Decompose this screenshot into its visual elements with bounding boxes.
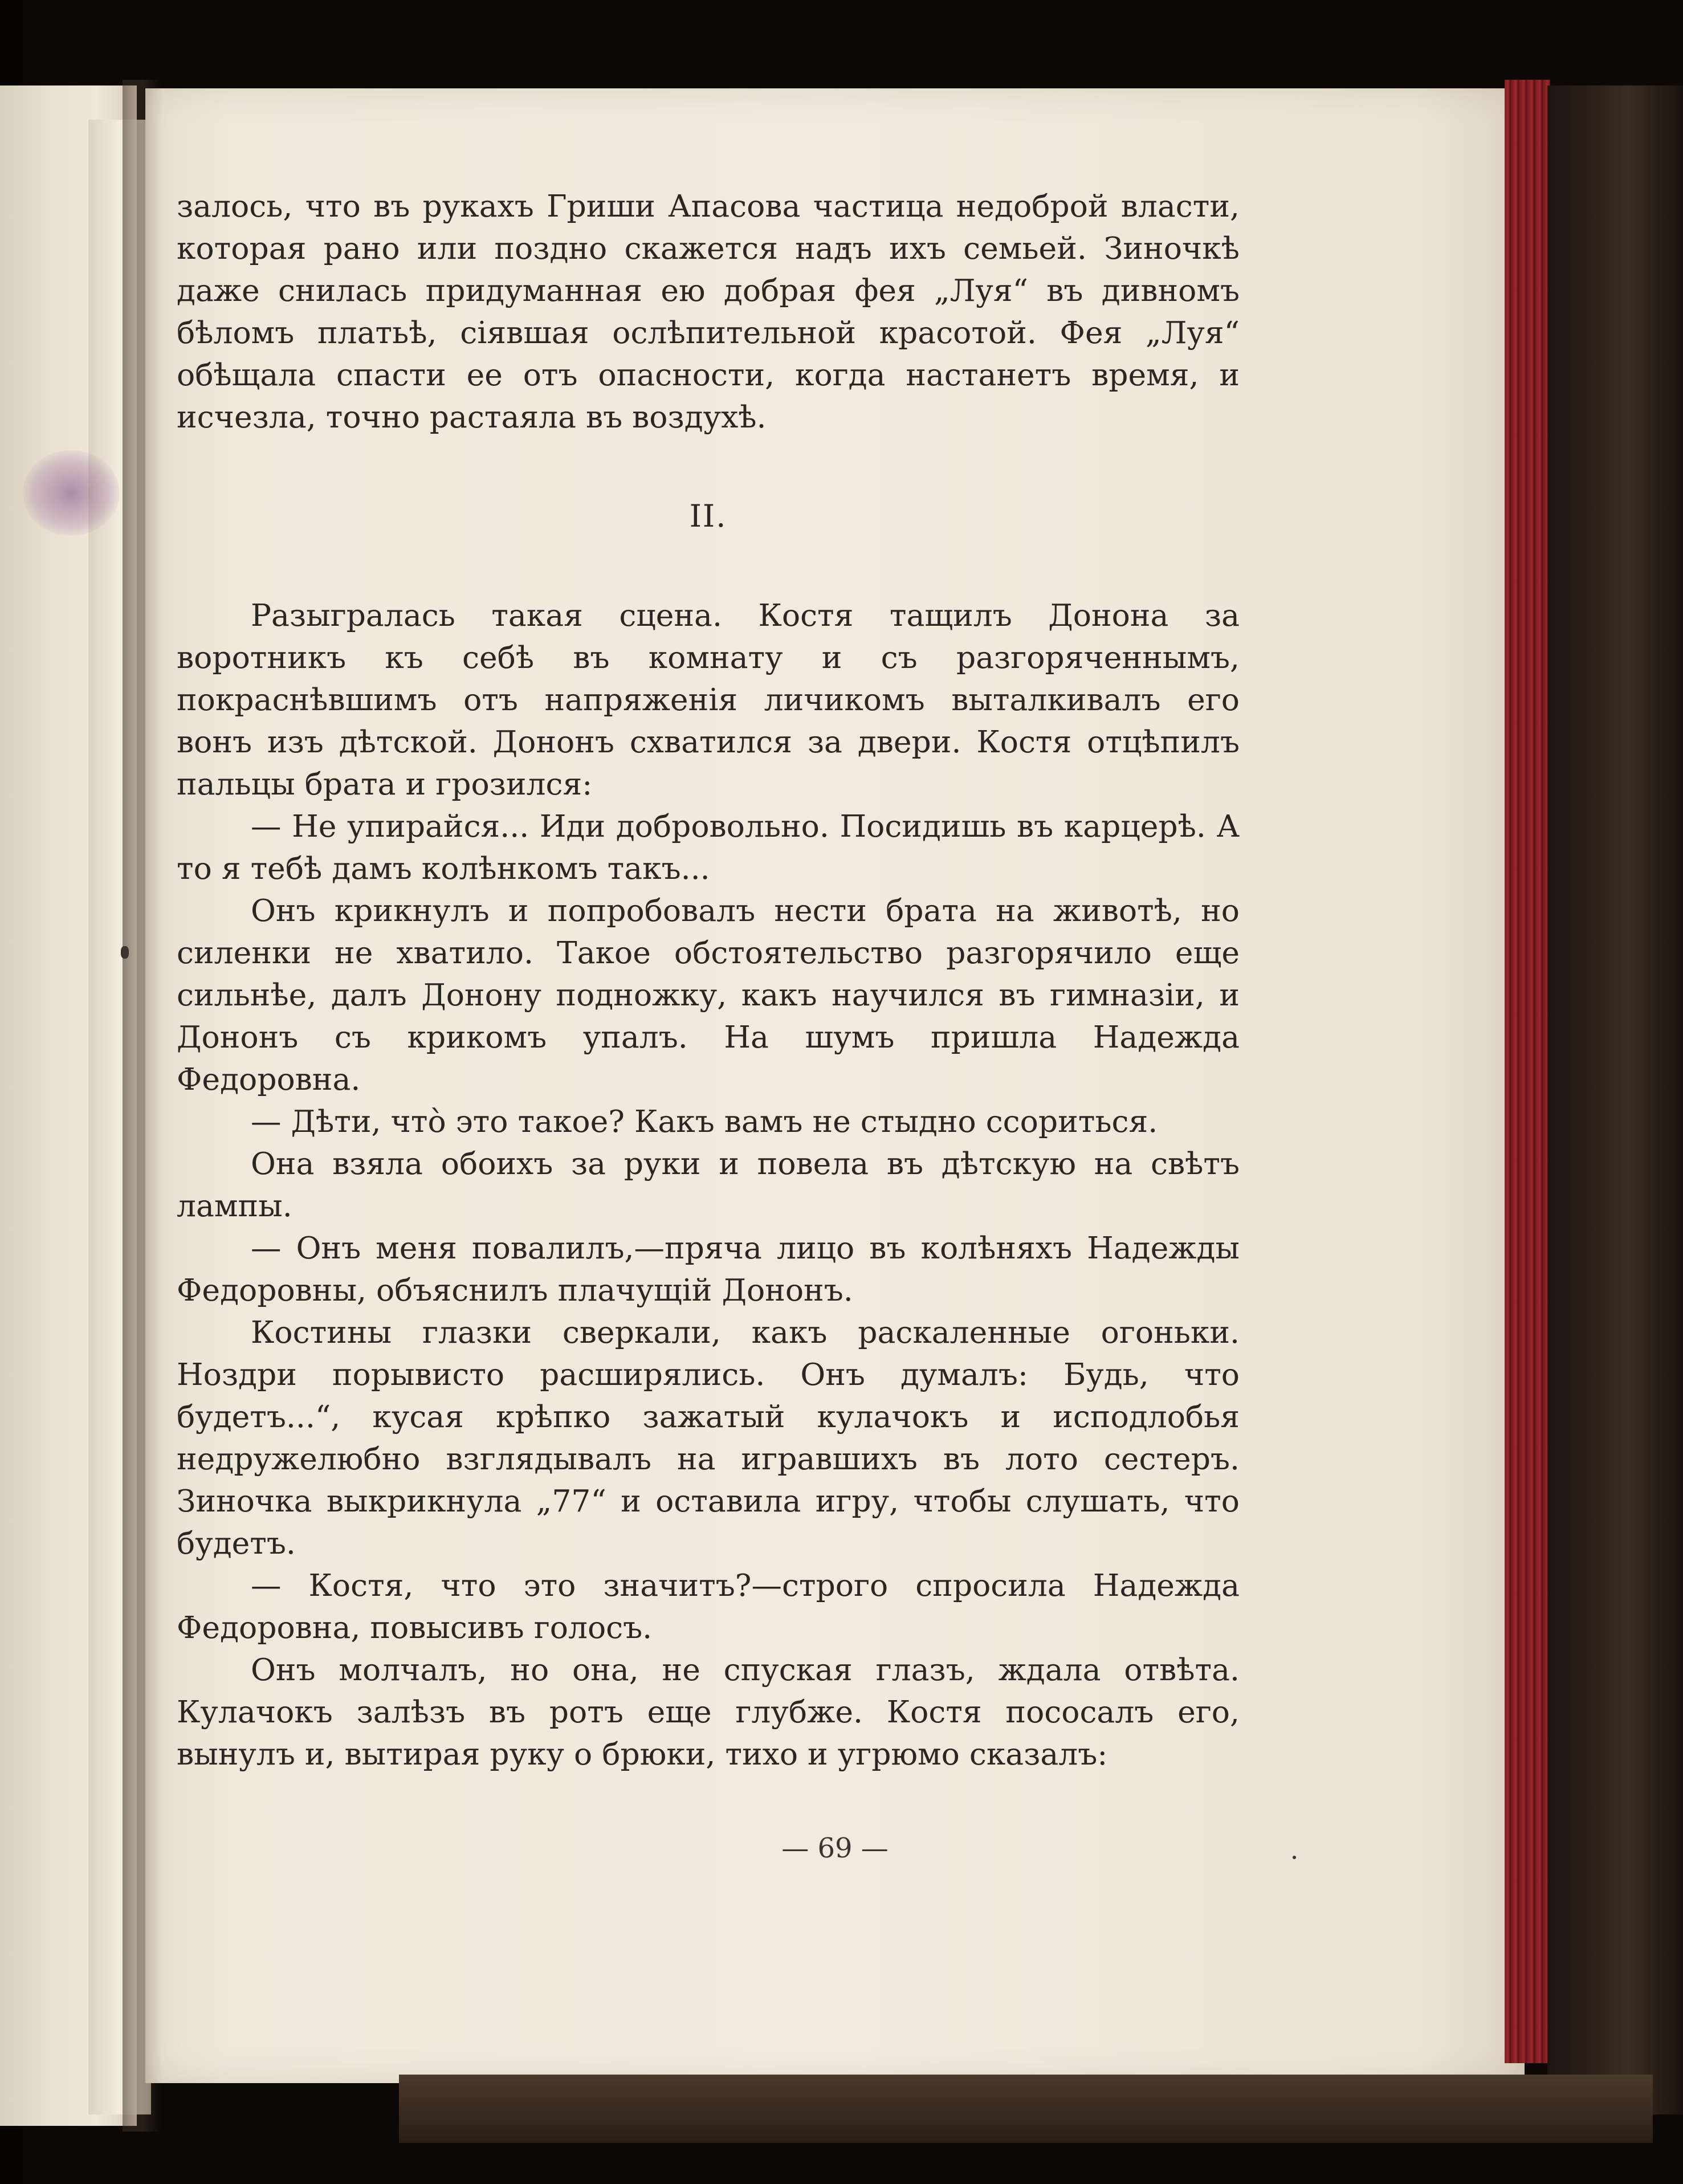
paragraph: Онъ молчалъ, но она, не спуская глазъ, ждала отвѣта. Кулачокъ залѣзъ въ ротъ еще глубже. Костя пососалъ его, вынулъ и, вытирая руку о брюки, тихо и угрюмо сказалъ:	[177, 1652, 1240, 1772]
paragraph: Онъ крикнулъ и попробовалъ нести брата на животѣ, но силенки не хватило. Такое обстоятельство разгорячило еще сильнѣе, далъ Донону подножку, какъ научился въ гимназіи, и Дононъ съ крикомъ упалъ. На шумъ пришла Надежда Федоровна.	[177, 893, 1240, 1097]
ink-stain	[23, 450, 120, 536]
gutter-shadow	[123, 80, 162, 2132]
page-text	[177, 185, 1240, 1775]
book-cover-bottom	[399, 2075, 1653, 2143]
paragraph: — Онъ меня повалилъ,—пряча лицо въ колѣняхъ Надежды Федоровны, объяснилъ плачущій Дононъ.	[177, 1230, 1240, 1308]
section-heading: II.	[689, 498, 727, 534]
book-cover-right	[1547, 85, 1683, 2114]
paragraph: залось, что въ рукахъ Гриши Апасова частица недоброй власти, которая рано или поздно скажется надъ ихъ семьей. Зиночкѣ даже снилась придуманная ею добрая фея „Луя“ въ дивномъ бѣломъ платьѣ, сіявшая ослѣпительной красотой. Фея „Луя“ обѣщала спасти ее отъ опасности, когда настанетъ время, и исчезла, точно растаяла въ воздухѣ.	[177, 188, 1240, 435]
paragraph: — Дѣти, что̀ это такое? Какъ вамъ не стыдно ссориться.	[251, 1103, 1158, 1139]
page-edges	[1505, 80, 1550, 2063]
paragraph: — Не упирайся... Иди добровольно. Посидишь въ карцерѣ. А то я тебѣ дамъ колѣнкомъ такъ...	[177, 808, 1240, 886]
left-page-fragment	[0, 85, 137, 2126]
paragraph: Она взяла обоихъ за руки и повела въ дѣтскую на свѣтъ лампы.	[177, 1146, 1240, 1224]
paragraph: Разыгралась такая сцена. Костя тащилъ Донона за воротникъ къ себѣ въ комнату и съ разгоряченнымъ, покраснѣвшимъ отъ напряженія личикомъ выталкивалъ его вонъ изъ дѣтской. Дононъ схватился за двери. Костя отцѣпилъ пальцы брата и грозился:	[177, 597, 1240, 802]
paragraph: Костины глазки сверкали, какъ раскаленные огоньки. Ноздри порывисто расширялись. Онъ думалъ: Будь, что будетъ...“, кусая крѣпко зажатый кулачокъ и исподлобья недружелюбно взглядывалъ на игравшихъ въ лото сестеръ. Зиночка выкрикнула „77“ и оставила игру, чтобы слушать, что будетъ.	[177, 1314, 1240, 1561]
binding-hole	[121, 946, 129, 959]
page-number: — 69 —	[781, 1832, 889, 1864]
paragraph: — Костя, что это значитъ?—строго спросила Надежда Федоровна, повысивъ голосъ.	[177, 1567, 1240, 1645]
